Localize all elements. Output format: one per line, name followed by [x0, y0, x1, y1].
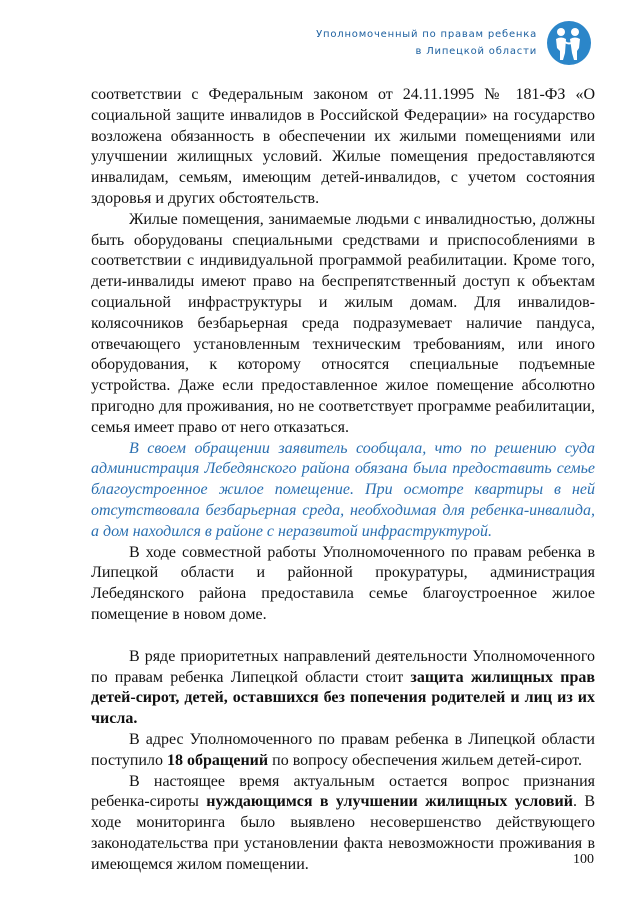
header-line-1: Уполномоченный по правам ребенка: [316, 29, 537, 40]
paragraph-5-bold: защита жилищных прав детей-сирот, детей, оставшихся без попечения родителей и лиц из их числа.: [91, 668, 596, 728]
paragraph-3-italic: В своем обращении заявитель сообщала, что по решению суда администрация Лебедянского района обязана была предоставить семье благоустроенное жилое помещение. При осмотре квартиры в ней отсутствовала безбарьерная среда, необходимая для ребенка-инвалида, а дом находился в районе с неразвитой инфраструктурой.: [91, 439, 595, 540]
page-header: [316, 26, 537, 60]
header-line-2: в Липецкой области: [415, 46, 537, 57]
paragraph-5-text: В ряде приоритетных направлений деятельности Уполномоченного по правам ребенка Липецкой области стоит: [91, 647, 595, 686]
paragraph-2: Жилые помещения, занимаемые людьми с инвалидностью, должны быть оборудованы специальными средствами и приспособлениями в соответствии с индивидуальной программой реабилитации. Кроме того, дети-инвалиды имеют право на беспрепятственный доступ к объектам социальной инфраструктуры и жилым домам. Для инвалидов-колясочников безбарьерная среда подразумевает наличие пандуса, отвечающего установленным техническим требованиям, или иного оборудования, к которому относятся специальные подъемные устройства. Даже если предоставленное жилое помещение абсолютно пригодно для проживания, но не соответствует программе реабилитации, семья имеет право от него отказаться.: [91, 210, 595, 436]
paragraph-gap: [91, 626, 595, 647]
body-text: [91, 85, 595, 875]
paragraph-6-bold: 18 обращений: [166, 751, 269, 769]
paragraph-4: В ходе совместной работы Уполномоченного по правам ребенка в Липецкой области и районной прокуратуры, администрация Лебедянского района предоставила семье благоустроенное жилое помещение в новом доме.: [91, 543, 595, 623]
paragraph-7-text-before: В настоящее время актуальным остается вопрос признания ребенка-сироты: [91, 772, 595, 811]
paragraph-6: [91, 730, 595, 772]
page-number: 100: [573, 852, 594, 867]
ombudsman-logo-icon: [546, 20, 592, 66]
paragraph-5: [91, 647, 595, 730]
paragraph-7: [91, 772, 595, 876]
paragraph-6-text-before: В адрес Уполномоченного по правам ребенка в Липецкой области поступило: [91, 730, 595, 769]
paragraph-7-bold: нуждающимся в улучшении жилищных условий: [206, 793, 573, 811]
paragraph-7-text-after: . В ходе мониторинга было выявлено несовершенство действующего законодательства при установлении факта невозможности проживания в имеющемся жилом помещении.: [91, 793, 595, 873]
paragraph-6-text-after: по вопросу обеспечения жильем детей-сирот.: [268, 751, 583, 769]
paragraph-1: соответствии с Федеральным законом от 24.11.1995 № 181-ФЗ «О социальной защите инвалидов в Российской Федерации» на государство возложена обязанность в обеспечении их жилыми помещениями или улучшении жилищных условий. Жилые помещения предоставляются инвалидам, семьям, имеющим детей-инвалидов, с учетом состояния здоровья и других обстоятельств.: [91, 86, 595, 207]
